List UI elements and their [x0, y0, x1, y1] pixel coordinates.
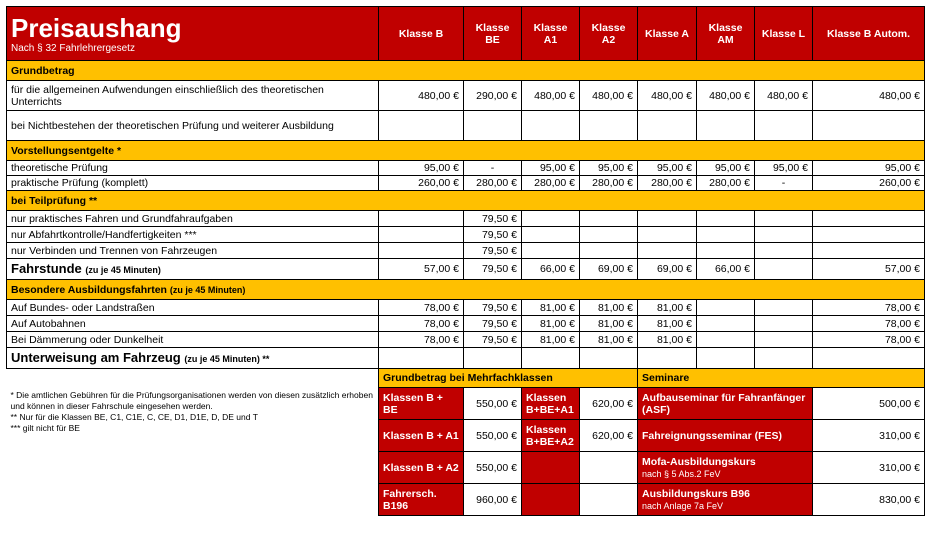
mehrfach-label: Klassen B + A1: [379, 420, 464, 452]
row-label: Auf Autobahnen: [7, 316, 379, 332]
table-row: [7, 176, 925, 191]
col-header: Klasse L: [755, 7, 813, 61]
seminar-name: Fahreignungsseminar (FES): [642, 429, 783, 442]
price-cell: 79,50 €: [464, 211, 522, 227]
mehrfach-price: 550,00 €: [464, 420, 522, 452]
price-cell: 79,50 €: [464, 243, 522, 259]
col-header: Klasse A1: [522, 7, 580, 61]
price-table: [6, 6, 925, 516]
price-cell: 69,00 €: [638, 259, 697, 280]
price-cell: 79,50 €: [464, 259, 522, 280]
table-row: [7, 81, 925, 111]
seminar-label: [638, 452, 813, 484]
mehrfach-empty: [580, 484, 638, 516]
table-row: [7, 243, 925, 259]
price-cell: 78,00 €: [813, 316, 925, 332]
row-label: bei Nichtbestehen der theoretischen Prüfung und weiterer Ausbildung: [7, 111, 379, 141]
table-row: [7, 161, 925, 176]
table-row: [7, 227, 925, 243]
header-row: [7, 7, 925, 61]
seminar-price: 310,00 €: [813, 420, 925, 452]
price-cell: 480,00 €: [813, 81, 925, 111]
row-label: Bei Dämmerung oder Dunkelheit: [7, 332, 379, 348]
price-cell: [755, 259, 813, 280]
price-cell: 480,00 €: [379, 81, 464, 111]
seminar-name: Aufbauseminar für Fahranfänger (ASF): [642, 391, 806, 416]
price-cell: 79,50 €: [464, 300, 522, 316]
price-cell: 79,50 €: [464, 227, 522, 243]
price-cell: 95,00 €: [580, 161, 638, 176]
price-cell: 81,00 €: [522, 300, 580, 316]
besondere-note: (zu je 45 Minuten): [169, 284, 246, 295]
price-cell: 66,00 €: [697, 259, 755, 280]
price-cell: 280,00 €: [697, 176, 755, 191]
price-cell: 78,00 €: [379, 332, 464, 348]
price-cell: 78,00 €: [813, 332, 925, 348]
price-cell: 81,00 €: [638, 300, 697, 316]
price-cell: 81,00 €: [580, 316, 638, 332]
mehrfach-label: Fahrersch. B196: [379, 484, 464, 516]
seminar-label: [638, 388, 813, 420]
footnote-3: *** gilt nicht für BE: [10, 422, 80, 433]
mehrfach-label: Klassen B + BE: [379, 388, 464, 420]
fahrstunde-note: (zu je 45 Minuten): [85, 264, 161, 275]
price-cell: 95,00 €: [379, 161, 464, 176]
row-label: nur praktisches Fahren und Grundfahraufgaben: [7, 211, 379, 227]
price-cell: 260,00 €: [813, 176, 925, 191]
table-row: [7, 111, 925, 141]
seminar-name: Ausbildungskurs B96: [642, 487, 750, 500]
price-cell: 280,00 €: [522, 176, 580, 191]
page-title: Preisaushang: [11, 12, 182, 43]
price-cell: 78,00 €: [379, 316, 464, 332]
price-cell: 95,00 €: [697, 161, 755, 176]
mehrfach-title: Grundbetrag bei Mehrfachklassen: [379, 369, 638, 388]
price-cell: -: [755, 176, 813, 191]
lower-row: [7, 388, 925, 420]
price-cell: 81,00 €: [638, 316, 697, 332]
table-row: [7, 300, 925, 316]
price-cell: 95,00 €: [638, 161, 697, 176]
col-header: Klasse B: [379, 7, 464, 61]
table-row: [7, 259, 925, 280]
mehrfach-empty: [522, 452, 580, 484]
mehrfach-price: 620,00 €: [580, 388, 638, 420]
section-header: Vorstellungsentgelte *: [7, 141, 925, 161]
seminare-title: Seminare: [638, 369, 925, 388]
row-label: [7, 348, 379, 369]
price-cell: 81,00 €: [522, 316, 580, 332]
seminar-label: [638, 484, 813, 516]
mehrfach-empty: [522, 484, 580, 516]
footnote-1: * Die amtlichen Gebühren für die Prüfungsorganisationen werden von diesen zusätzlich erhoben und können in dieser Fahrschule eingesehen werden.: [10, 389, 373, 411]
besondere-title: Besondere Ausbildungsfahrten: [11, 283, 167, 296]
price-cell: 66,00 €: [522, 259, 580, 280]
price-cell: -: [464, 161, 522, 176]
row-label: Auf Bundes- oder Landstraßen: [7, 300, 379, 316]
price-cell: 79,50 €: [464, 316, 522, 332]
mehrfach-price: 620,00 €: [580, 420, 638, 452]
seminar-label: [638, 420, 813, 452]
seminar-sub: nach Anlage 7a FeV: [642, 500, 724, 511]
price-cell: 81,00 €: [522, 332, 580, 348]
price-cell: 260,00 €: [379, 176, 464, 191]
price-cell: 280,00 €: [580, 176, 638, 191]
unterweisung-label: Unterweisung am Fahrzeug: [11, 349, 181, 365]
footnotes: [7, 388, 379, 516]
price-cell: 79,50 €: [464, 332, 522, 348]
price-cell: 95,00 €: [755, 161, 813, 176]
price-cell: 480,00 €: [755, 81, 813, 111]
mehrfach-price: 550,00 €: [464, 452, 522, 484]
footnote-2: ** Nur für die Klassen BE, C1, C1E, C, CE, D1, D1E, D, DE und T: [10, 411, 258, 422]
seminar-price: 500,00 €: [813, 388, 925, 420]
row-label: für die allgemeinen Aufwendungen einschließlich des theoretischen Unterrichts: [7, 81, 379, 111]
section-header: bei Teilprüfung **: [7, 191, 925, 211]
price-cell: 280,00 €: [464, 176, 522, 191]
col-header: Klasse AM: [697, 7, 755, 61]
mehrfach-label: Klassen B+BE+A1: [522, 388, 580, 420]
row-label: nur Abfahrtkontrolle/Handfertigkeiten ***: [7, 227, 379, 243]
row-label: praktische Prüfung (komplett): [7, 176, 379, 191]
price-cell: 480,00 €: [638, 81, 697, 111]
col-header: Klasse A: [638, 7, 697, 61]
price-cell: 480,00 €: [522, 81, 580, 111]
row-label: nur Verbinden und Trennen von Fahrzeugen: [7, 243, 379, 259]
col-header: Klasse A2: [580, 7, 638, 61]
price-cell: 280,00 €: [638, 176, 697, 191]
lower-header-row: [7, 369, 925, 388]
mehrfach-label: Klassen B + A2: [379, 452, 464, 484]
row-label: [7, 259, 379, 280]
title-cell: [7, 7, 379, 61]
price-cell: 81,00 €: [638, 332, 697, 348]
section-header: Grundbetrag: [7, 61, 925, 81]
seminar-sub: nach § 5 Abs.2 FeV: [642, 468, 721, 479]
unterweisung-note: (zu je 45 Minuten) **: [184, 353, 270, 364]
mehrfach-label: Klassen B+BE+A2: [522, 420, 580, 452]
price-cell: 69,00 €: [580, 259, 638, 280]
table-row: [7, 332, 925, 348]
seminar-name: Mofa-Ausbildungskurs: [642, 455, 756, 468]
seminar-price: 310,00 €: [813, 452, 925, 484]
price-cell: 95,00 €: [813, 161, 925, 176]
price-cell: 480,00 €: [580, 81, 638, 111]
row-label: theoretische Prüfung: [7, 161, 379, 176]
price-cell: 78,00 €: [379, 300, 464, 316]
price-cell: 95,00 €: [522, 161, 580, 176]
mehrfach-price: 960,00 €: [464, 484, 522, 516]
table-row: [7, 211, 925, 227]
price-cell: 78,00 €: [813, 300, 925, 316]
price-cell: 480,00 €: [697, 81, 755, 111]
col-header: Klasse B Autom.: [813, 7, 925, 61]
price-cell: 57,00 €: [379, 259, 464, 280]
col-header: Klasse BE: [464, 7, 522, 61]
price-cell: 290,00 €: [464, 81, 522, 111]
price-cell: 81,00 €: [580, 332, 638, 348]
fahrstunde-label: Fahrstunde: [11, 260, 82, 276]
price-cell: 57,00 €: [813, 259, 925, 280]
seminar-price: 830,00 €: [813, 484, 925, 516]
page-subtitle: Nach § 32 Fahrlehrergesetz: [11, 42, 135, 54]
section-header: [7, 280, 925, 300]
table-row: [7, 316, 925, 332]
table-row: [7, 348, 925, 369]
mehrfach-price: 550,00 €: [464, 388, 522, 420]
price-cell: 81,00 €: [580, 300, 638, 316]
mehrfach-empty: [580, 452, 638, 484]
